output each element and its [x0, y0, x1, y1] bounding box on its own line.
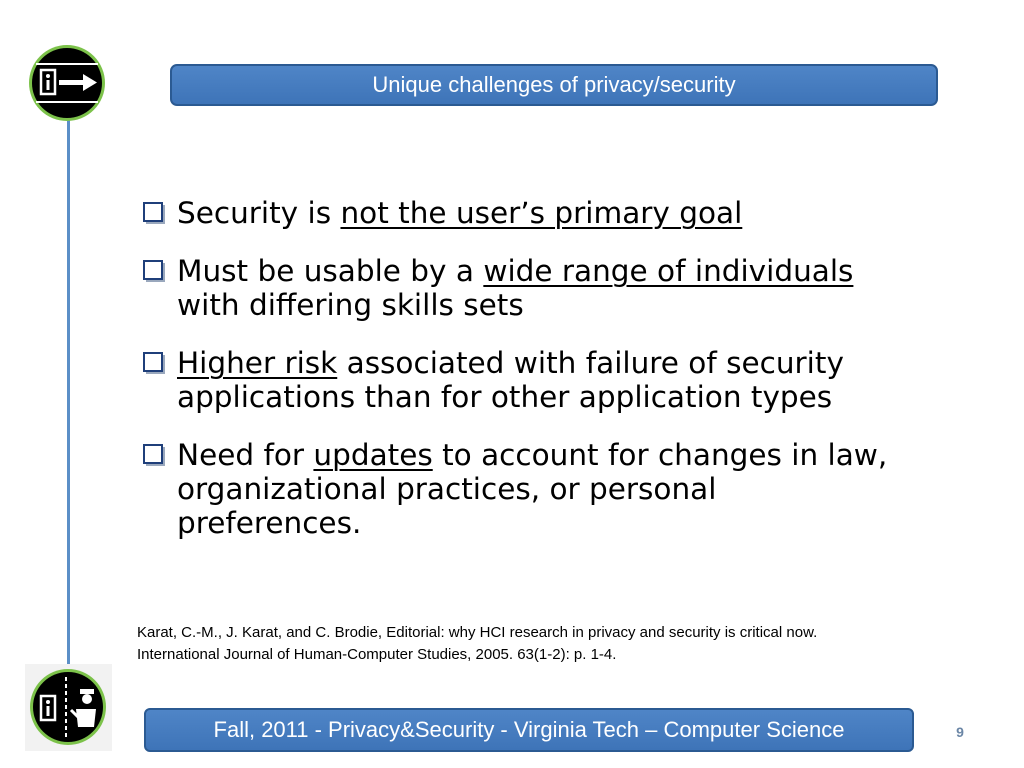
bullet-item: [140, 196, 900, 230]
bullet-emphasis: updates: [313, 438, 433, 472]
bullet-emphasis: Higher risk: [177, 346, 338, 380]
bullet-item: [140, 254, 900, 322]
bullet-text: to account for changes in law, organizational practices, or personal preferences.: [177, 438, 888, 540]
bullet-text: Need for: [177, 438, 314, 472]
bullet-text: associated with failure of security applications than for other application types: [177, 346, 844, 414]
footer-text: Fall, 2011 - Privacy&Security - Virginia Tech – Computer Science: [213, 717, 845, 742]
checkbox-square-icon: [143, 202, 166, 225]
checkbox-square-icon: [143, 444, 166, 467]
checkbox-square-icon: [143, 260, 166, 283]
security-guard-logo-icon: [28, 667, 108, 747]
citation-line: International Journal of Human-Computer Studies, 2005. 63(1-2): p. 1-4.: [137, 646, 617, 663]
citation: [137, 622, 987, 666]
door-exit-logo-icon: [27, 43, 107, 123]
bullet-text: Security is: [177, 196, 341, 230]
bullet-emphasis: wide range of individuals: [483, 254, 854, 288]
slide-title: Unique challenges of privacy/security: [372, 72, 736, 97]
page-number: 9: [956, 724, 964, 740]
footer-bar: [144, 708, 914, 752]
bullet-item: [140, 438, 900, 540]
bullet-text: with differing skills sets: [177, 288, 524, 322]
bullet-emphasis: not the user’s primary goal: [340, 196, 743, 230]
checkbox-square-icon: [143, 352, 166, 375]
bullet-item: [140, 346, 900, 414]
bullet-list: [140, 196, 900, 564]
slide-title-bar: [170, 64, 938, 106]
bullet-text: Must be usable by a: [177, 254, 484, 288]
vertical-accent-line: [67, 120, 70, 668]
citation-line: Karat, C.-M., J. Karat, and C. Brodie, Editorial: why HCI research in privacy and security is critical now.: [137, 624, 818, 641]
